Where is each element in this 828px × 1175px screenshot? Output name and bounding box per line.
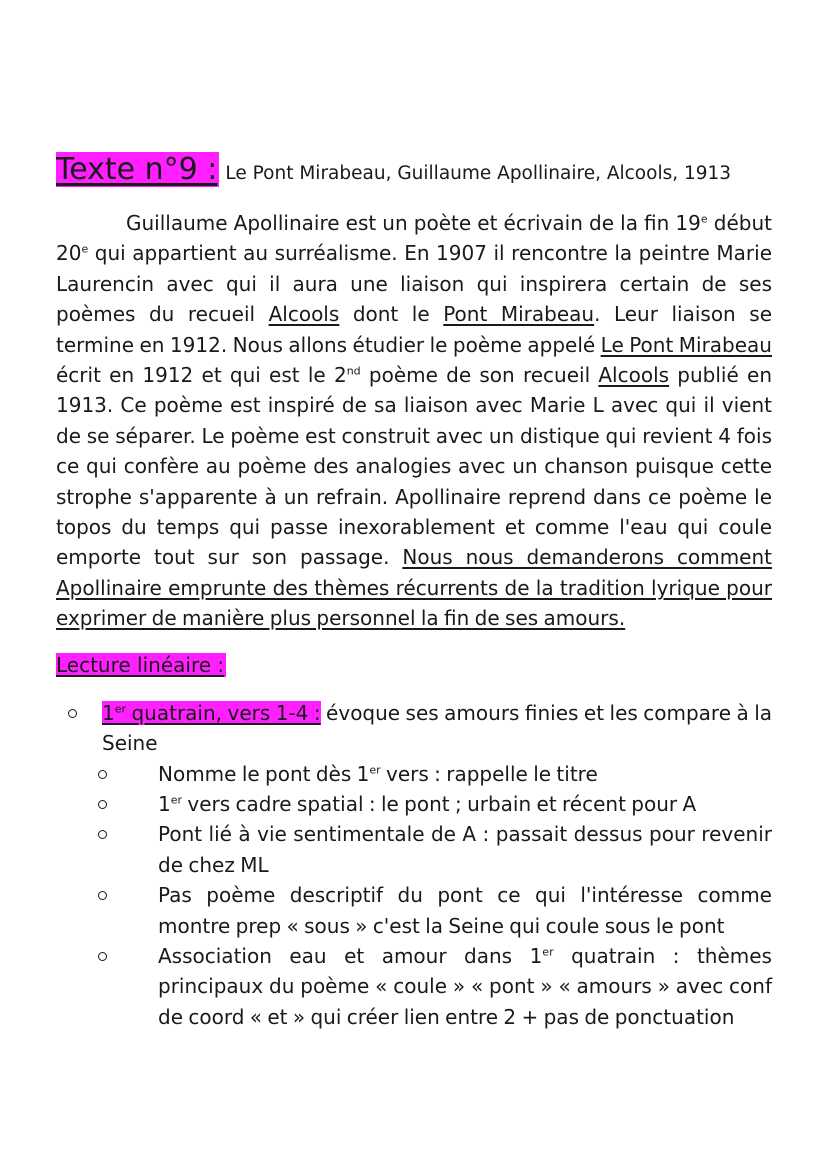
work-title-alcools: Alcools (268, 302, 340, 327)
text-heading (56, 150, 772, 194)
work-title-alcools-2: Alcools (598, 363, 670, 388)
circle-bullet-icon (98, 952, 107, 961)
quatrain-description: évoque ses amours finies et les compare à la Seine (102, 700, 773, 756)
section-title: Lecture linéaire : (56, 652, 225, 677)
circle-bullet-icon (98, 830, 107, 839)
text-reference: Le Pont Mirabeau, Guillaume Apollinaire, Alcools, 1913 (225, 163, 732, 184)
problematique: Nous nous demanderons comment Apollinaire emprunte des thèmes récurrents de la tradition lyrique pour exprimer de manière plus personnel la fin de ses amours. (56, 545, 773, 631)
list-item: 1er vers cadre spatial : le pont ; urbain et récent pour A (130, 789, 772, 819)
circle-bullet-icon (98, 891, 107, 900)
circle-bullet-icon (68, 709, 77, 718)
document-page (56, 150, 772, 1032)
quatrain-label: 1er quatrain, vers 1-4 : (102, 700, 321, 725)
list-item: Association eau et amour dans 1er quatrain : thèmes principaux du poème « coule » « pont » « amours » avec conf de coord « et » qui créer lien entre 2 + pas de ponctuation (130, 941, 772, 1032)
text-number-label: Texte n°9 : (56, 152, 218, 187)
list-item-quatrain (56, 698, 772, 1032)
work-title-pont-mirabeau: Pont Mirabeau (443, 302, 595, 327)
list-item: Pont lié à vie sentimentale de A : passait dessus pour revenir de chez ML (130, 819, 772, 880)
sub-list (56, 759, 772, 1033)
introduction-paragraph: Guillaume Apollinaire est un poète et écrivain de la fin 19e début 20e qui appartient au surréalisme. En 1907 il rencontre la peintre Marie Laurencin avec qui il aura une liaison qui inspirera certain de ses poèmes du recueil Alcools dont le Pont Mirabeau. Leur liaison se termine en 1912. Nous allons étudier le poème appelé Le Pont Mirabeau écrit en 1912 et qui est le 2nd poème de son recueil Alcools publié en 1913. Ce poème est inspiré de sa liaison avec Marie L avec qui il vient de se séparer. Le poème est construit avec un distique qui revient 4 fois ce qui confère au poème des analogies avec un chanson puisque cette strophe s'apparente à un refrain. Apollinaire reprend dans ce poème le topos du temps qui passe inexorablement et comme l'eau qui coule emporte tout sur son passage. Nous nous demanderons comment Apollinaire emprunte des thèmes récurrents de la tradition lyrique pour exprimer de manière plus personnel la fin de ses amours. (56, 211, 773, 631)
analysis-list (56, 698, 772, 1032)
list-item: Nomme le pont dès 1er vers : rappelle le titre (130, 759, 772, 789)
list-item: Pas poème descriptif du pont ce qui l'intéresse comme montre prep « sous » c'est la Seine qui coule sous le pont (130, 880, 772, 941)
work-title-le-pont-mirabeau: Le Pont Mirabeau (600, 332, 772, 357)
section-heading (56, 650, 772, 680)
circle-bullet-icon (98, 800, 107, 809)
circle-bullet-icon (98, 770, 107, 779)
